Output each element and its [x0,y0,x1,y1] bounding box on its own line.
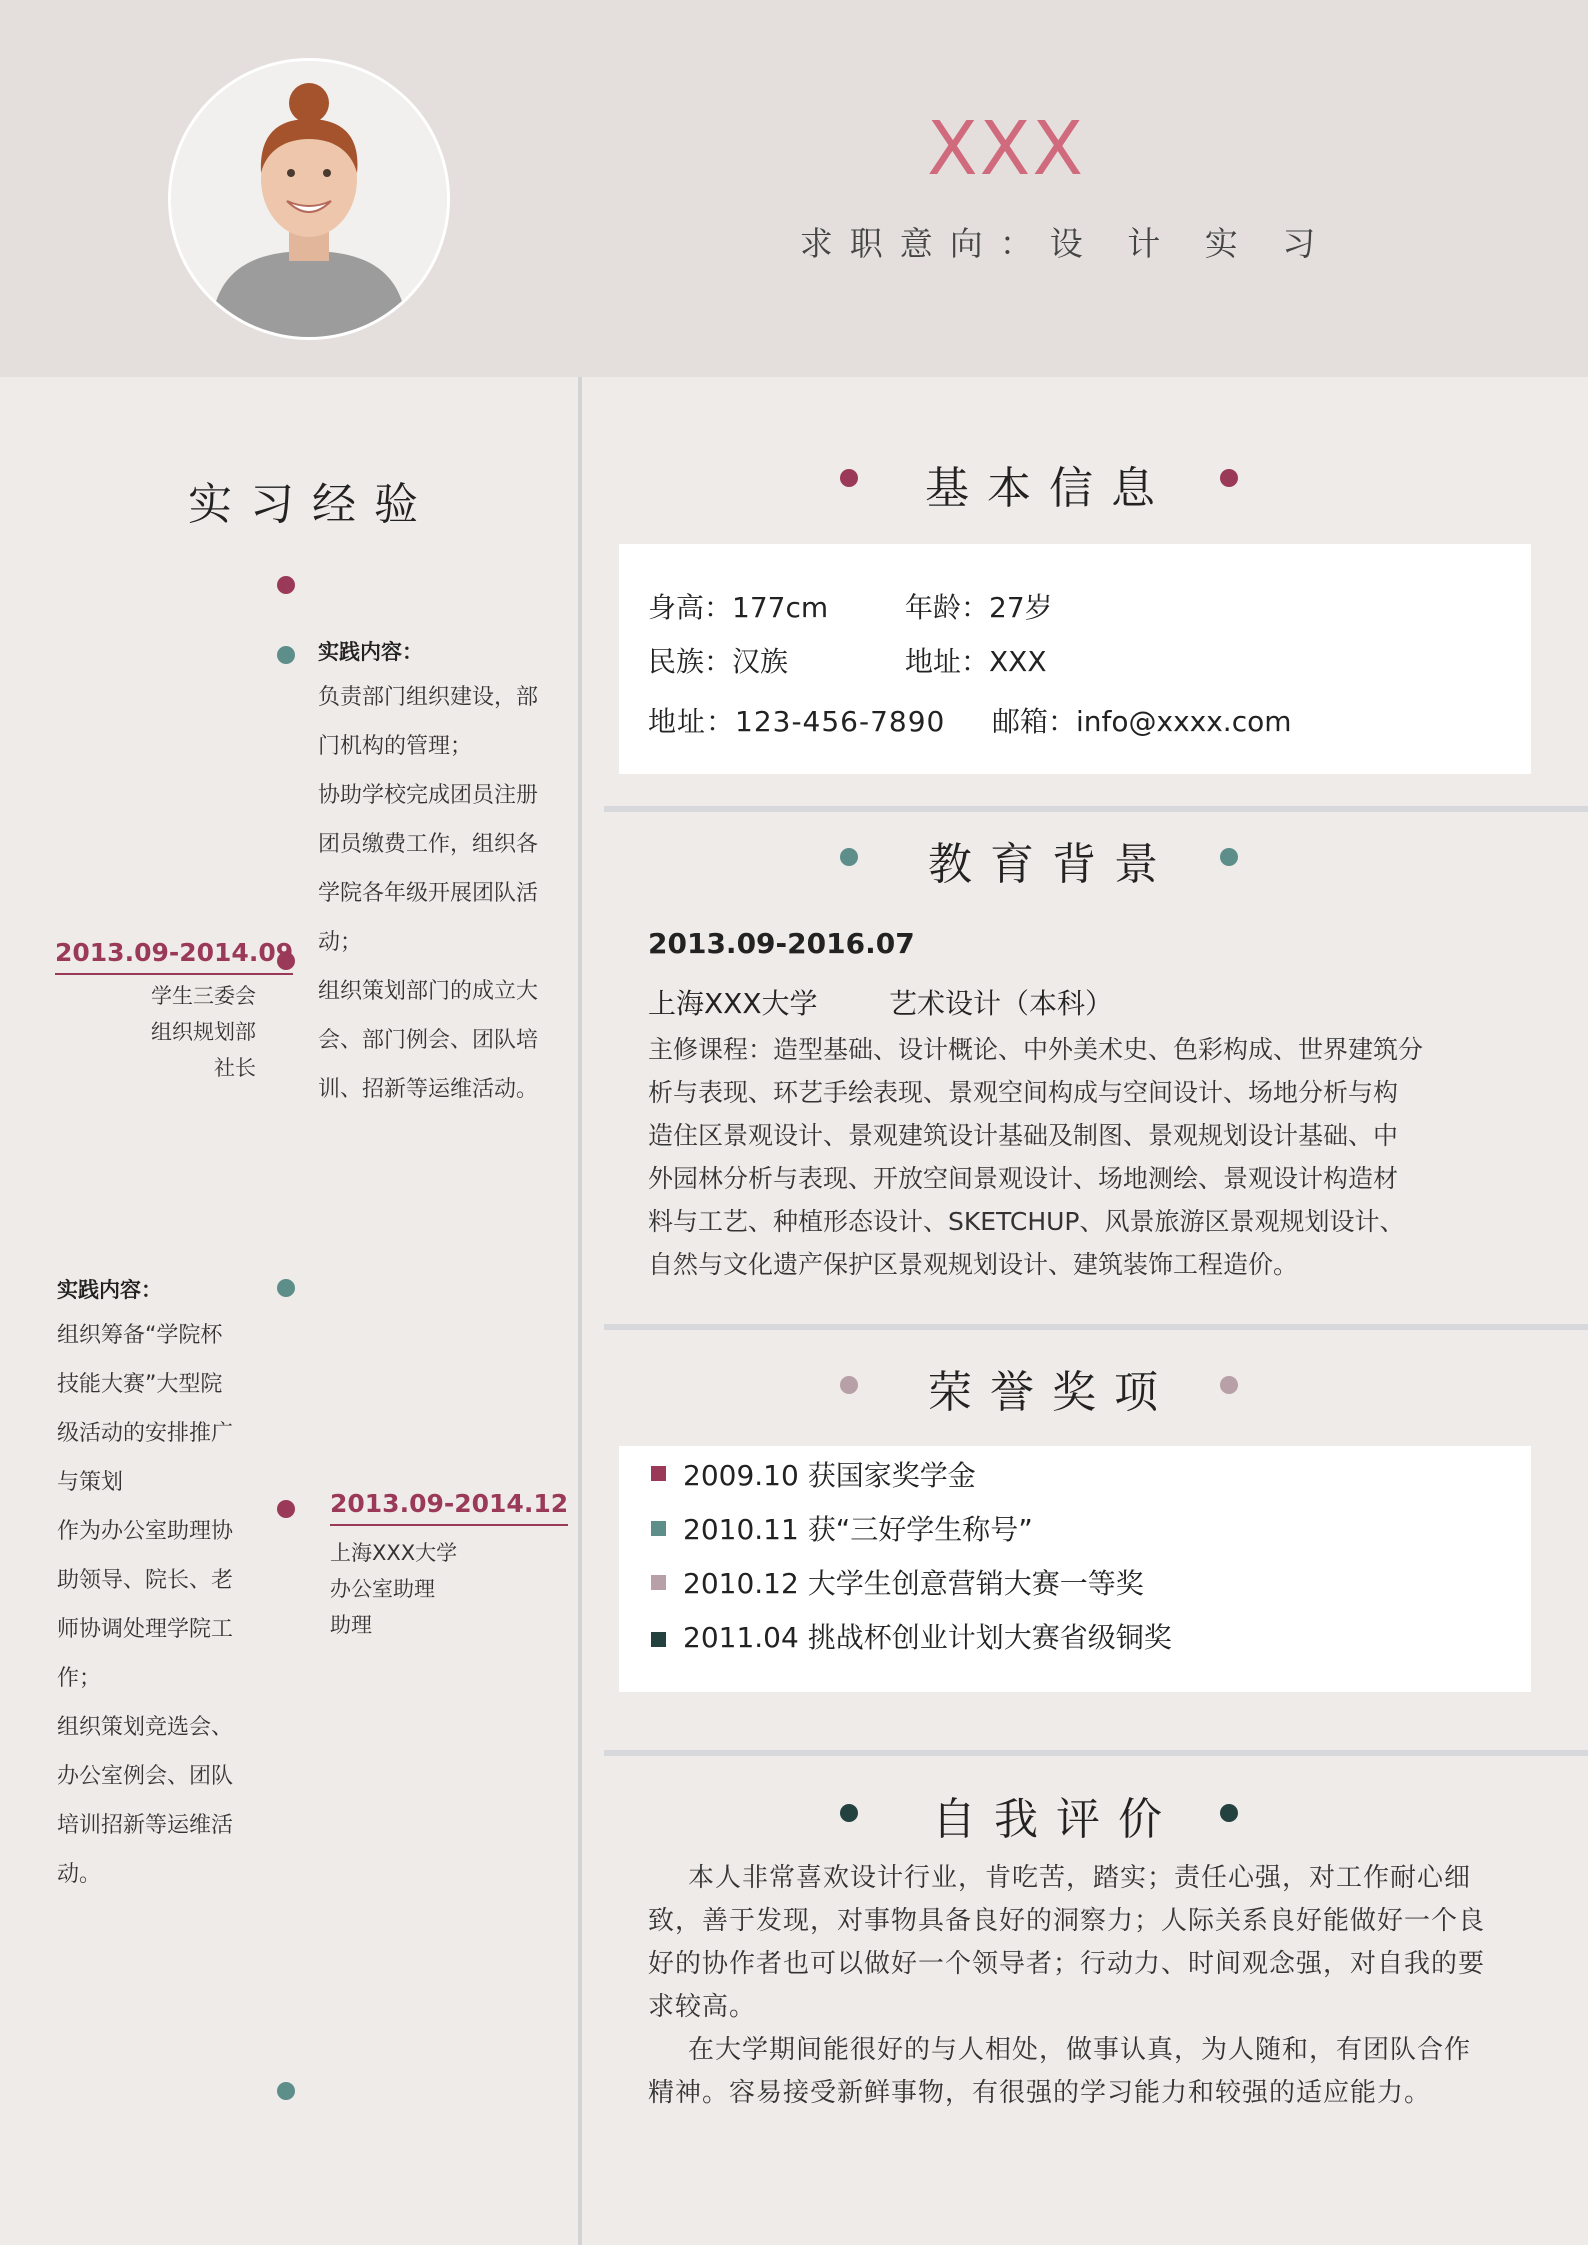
content-line: 作为办公室助理协 [57,1519,234,1544]
section-title-basic: 基本信息 [925,463,1173,514]
exp1-date: 2013.09-2014.09 [55,938,293,975]
exp2-org [330,1535,530,1643]
course-line: 造住区景观设计、景观建筑设计基础及制图、景观规划设计基础、中 [648,1121,1399,1150]
section-separator [604,806,1588,812]
award-item: 2010.11 获“三好学生称号” [683,1513,1033,1546]
org-line: 社长 [214,1056,256,1080]
exp2-content-label: 实践内容： [57,1278,162,1302]
avatar [168,58,450,340]
exp1-content [318,673,563,1114]
timeline-dot [277,2082,295,2100]
self-line: 本人非常喜欢设计行业，肯吃苦，踏实；责任心强，对工作耐心细 [688,1863,1472,1893]
content-line: 会、部门例会、团队培 [318,1028,539,1053]
title-dot [1220,848,1238,866]
org-line: 办公室助理 [330,1577,435,1601]
content-line: 动。 [57,1862,102,1887]
content-line: 培训招新等运维活 [57,1813,234,1838]
award-item: 2011.04 挑战杯创业计划大赛省级铜奖 [683,1621,1172,1654]
section-title-self: 自我评价 [932,1794,1180,1845]
self-line: 好的协作者也可以做好一个领导者；行动力、时间观念强，对自我的要 [648,1949,1486,1979]
exp1-content-label: 实践内容： [318,640,423,664]
course-line: 外园林分析与表现、开放空间景观设计、场地测绘、景观设计构造材 [648,1164,1399,1193]
job-intent: 求职意向：设 计 实 习 [799,224,1333,263]
exp2-date: 2013.09-2014.12 [330,1489,568,1526]
section-separator [604,1750,1588,1756]
content-line: 团员缴费工作，组织各 [318,832,539,857]
timeline-dot [277,1500,295,1518]
self-evaluation [648,1857,1548,2115]
title-dot [840,1376,858,1394]
content-line: 级活动的安排推广 [57,1421,234,1446]
course-line: 主修课程：造型基础、设计概论、中外美术史、色彩构成、世界建筑分 [648,1035,1424,1064]
content-line: 组织策划部门的成立大 [318,979,539,1004]
info-height: 身高：177cm [648,591,829,624]
awards-card [619,1446,1531,1692]
column-divider [578,377,582,2245]
square-bullet-icon [651,1466,666,1481]
edu-date: 2013.09-2016.07 [648,927,915,960]
section-separator [604,1324,1588,1330]
title-dot [1220,1376,1238,1394]
content-line: 办公室例会、团队 [57,1764,234,1789]
timeline-dot [277,646,295,664]
content-line: 师协调处理学院工 [57,1617,234,1642]
info-address: 地址：XXX [905,645,1047,678]
info-phone: 地址：123-456-7890 [648,705,946,738]
exp1-org [80,978,256,1086]
basic-info-card [619,544,1531,774]
title-dot [840,1804,858,1822]
self-line: 在大学期间能很好的与人相处，做事认真，为人随和，有团队合作 [688,2035,1472,2065]
content-line: 训、招新等运维活动。 [318,1077,539,1102]
title-dot [1220,469,1238,487]
award-item: 2009.10 获国家奖学金 [683,1459,976,1492]
section-title-awards: 荣誉奖项 [928,1367,1176,1418]
content-line: 与策划 [57,1470,124,1495]
course-line: 自然与文化遗产保护区景观规划设计、建筑装饰工程造价。 [648,1250,1299,1279]
self-line: 求较高。 [648,1992,757,2022]
title-dot [1220,1804,1238,1822]
content-line: 技能大赛”大型院 [57,1372,223,1397]
course-line: 料与工艺、种植形态设计、SKETCHUP、风景旅游区景观规划设计、 [648,1207,1405,1236]
org-line: 上海XXX大学 [330,1541,458,1565]
info-ethnicity: 民族：汉族 [648,645,789,678]
square-bullet-icon [651,1575,666,1590]
edu-school: 上海XXX大学 [648,987,818,1020]
square-bullet-icon [651,1521,666,1536]
section-title-internship: 实习经验 [188,479,436,530]
candidate-name: XXX [926,106,1086,192]
org-line: 助理 [330,1613,372,1637]
info-email: 邮箱：info@xxxx.com [992,705,1292,738]
course-line: 析与表现、环艺手绘表现、景观空间构成与空间设计、场地分析与构 [648,1078,1399,1107]
title-dot [840,848,858,866]
content-line: 动； [318,930,363,955]
section-title-education: 教育背景 [928,839,1176,890]
title-dot [840,469,858,487]
timeline-dot [277,576,295,594]
exp2-content [57,1311,267,1899]
content-line: 协助学校完成团员注册 [318,783,539,808]
award-item: 2010.12 大学生创意营销大赛一等奖 [683,1567,1144,1600]
content-line: 作； [57,1666,102,1691]
self-line: 致，善于发现，对事物具备良好的洞察力；人际关系良好能做好一个良 [648,1906,1486,1936]
content-line: 组织筹备“学院杯 [57,1323,223,1348]
content-line: 负责部门组织建设，部 [318,685,539,710]
content-line: 门机构的管理； [318,734,473,759]
square-bullet-icon [651,1632,666,1647]
edu-courses [648,1028,1548,1286]
timeline-dot [277,1279,295,1297]
org-line: 学生三委会 [151,984,256,1008]
content-line: 学院各年级开展团队活 [318,881,539,906]
content-line: 助领导、院长、老 [57,1568,234,1593]
content-line: 组织策划竞选会、 [57,1715,234,1740]
info-age: 年龄：27岁 [905,591,1053,624]
org-line: 组织规划部 [151,1020,256,1044]
edu-major: 艺术设计（本科） [889,987,1114,1020]
portrait-photo-icon [171,61,447,337]
self-line: 精神。容易接受新鲜事物，有很强的学习能力和较强的适应能力。 [648,2078,1432,2108]
